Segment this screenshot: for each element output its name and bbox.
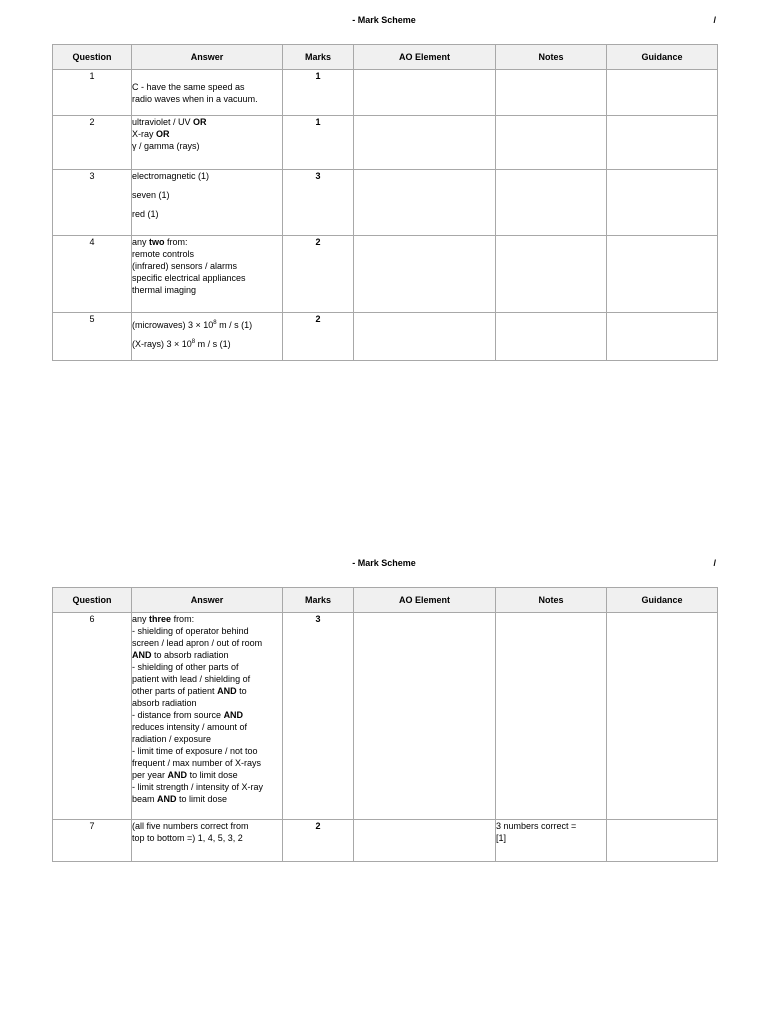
table-row	[53, 70, 718, 116]
answer-text: - distance from source	[132, 710, 222, 720]
column-header-ao-element: AO Element	[354, 588, 496, 613]
marks-value: 3	[283, 170, 354, 236]
answer-line: electromagnetic (1)	[132, 171, 210, 181]
answer-text: (X-rays) 3 × 10	[132, 339, 192, 349]
guidance-cell	[607, 613, 718, 820]
guidance-cell	[607, 313, 718, 361]
header-title: - Mark Scheme	[352, 558, 416, 568]
notes-cell	[496, 820, 607, 862]
column-header-marks: Marks	[283, 45, 354, 70]
answer-keyword: AND	[132, 650, 152, 660]
answer-text: to limit dose	[179, 794, 228, 804]
answer-text: to absorb radiation	[154, 650, 229, 660]
answer-line: patient with lead / shielding of	[132, 674, 251, 684]
table-header-row	[53, 588, 718, 613]
marks-value: 2	[283, 820, 354, 862]
ao-element-cell	[354, 116, 496, 170]
page-header	[0, 15, 768, 29]
marks-value: 2	[283, 236, 354, 313]
answer-line: γ / gamma (rays)	[132, 141, 200, 151]
ao-element-cell	[354, 170, 496, 236]
notes-cell	[496, 170, 607, 236]
answer-line	[132, 128, 282, 140]
answer-line	[132, 769, 282, 781]
answer-text: ultraviolet / UV	[132, 117, 191, 127]
answer-line	[132, 338, 282, 350]
answer-line: red (1)	[132, 209, 159, 219]
answer-line: - limit strength / intensity of X-ray	[132, 782, 264, 792]
table-row	[53, 236, 718, 313]
notes-cell	[496, 613, 607, 820]
marks-value: 2	[283, 313, 354, 361]
answer-text: from:	[167, 237, 188, 247]
answer-line: radio waves when in a vacuum.	[132, 94, 258, 104]
answer-cell	[132, 70, 283, 116]
ao-element-cell	[354, 820, 496, 862]
table-row	[53, 820, 718, 862]
mark-scheme-table	[52, 44, 718, 361]
question-number: 4	[53, 236, 132, 313]
column-header-marks: Marks	[283, 588, 354, 613]
table-row	[53, 613, 718, 820]
answer-line	[132, 613, 282, 625]
answer-text: any	[132, 237, 147, 247]
answer-keyword: two	[149, 237, 165, 247]
question-number: 3	[53, 170, 132, 236]
answer-keyword: three	[149, 614, 172, 624]
page-header	[0, 558, 768, 572]
answer-keyword: AND	[217, 686, 237, 696]
table-header-row	[53, 45, 718, 70]
answer-text: other parts of patient	[132, 686, 215, 696]
answer-text: X-ray	[132, 129, 154, 139]
column-header-guidance: Guidance	[607, 588, 718, 613]
answer-text: to	[239, 686, 247, 696]
answer-text: m / s (1)	[197, 339, 231, 349]
answer-cell	[132, 170, 283, 236]
column-header-question: Question	[53, 588, 132, 613]
column-header-answer: Answer	[132, 45, 283, 70]
mark-scheme-page-2	[0, 543, 768, 1024]
answer-line	[132, 319, 282, 331]
answer-line: specific electrical appliances	[132, 273, 246, 283]
answer-cell	[132, 820, 283, 862]
question-number: 1	[53, 70, 132, 116]
answer-line: (all five numbers correct from	[132, 821, 249, 831]
answer-line: - shielding of other parts of	[132, 662, 239, 672]
column-header-ao-element: AO Element	[354, 45, 496, 70]
question-number: 7	[53, 820, 132, 862]
answer-line: absorb radiation	[132, 698, 197, 708]
question-number: 2	[53, 116, 132, 170]
column-header-question: Question	[53, 45, 132, 70]
answer-line: frequent / max number of X-rays	[132, 758, 262, 768]
answer-line: - limit time of exposure / not too	[132, 746, 258, 756]
answer-keyword: AND	[223, 710, 244, 720]
question-number: 6	[53, 613, 132, 820]
answer-cell	[132, 613, 283, 820]
answer-cell	[132, 236, 283, 313]
ao-element-cell	[354, 236, 496, 313]
answer-text: any	[132, 614, 147, 624]
answer-line: screen / lead apron / out of room	[132, 638, 263, 648]
answer-line	[132, 685, 282, 697]
guidance-cell	[607, 236, 718, 313]
answer-keyword: AND	[157, 794, 177, 804]
answer-text: per year	[132, 770, 166, 780]
guidance-cell	[607, 170, 718, 236]
column-header-notes: Notes	[496, 588, 607, 613]
notes-cell	[496, 236, 607, 313]
answer-cell	[132, 313, 283, 361]
guidance-cell	[607, 820, 718, 862]
answer-line	[132, 709, 282, 721]
notes-cell	[496, 313, 607, 361]
answer-text: (microwaves) 3 × 10	[132, 320, 214, 330]
answer-text: from:	[173, 614, 195, 624]
notes-line: [1]	[496, 833, 507, 843]
table-row	[53, 313, 718, 361]
guidance-cell	[607, 70, 718, 116]
guidance-cell	[607, 116, 718, 170]
answer-line: radiation / exposure	[132, 734, 212, 744]
answer-line: seven (1)	[132, 190, 170, 200]
header-slash: /	[713, 558, 716, 568]
table-row	[53, 116, 718, 170]
answer-keyword: AND	[167, 770, 188, 780]
marks-value: 3	[283, 613, 354, 820]
column-header-notes: Notes	[496, 45, 607, 70]
answer-line	[132, 649, 282, 661]
notes-cell	[496, 116, 607, 170]
answer-line: thermal imaging	[132, 285, 197, 295]
answer-line	[132, 793, 282, 805]
column-header-guidance: Guidance	[607, 45, 718, 70]
answer-line	[132, 116, 282, 128]
answer-line: remote controls	[132, 249, 195, 259]
marks-value: 1	[283, 116, 354, 170]
notes-cell	[496, 70, 607, 116]
answer-line: C - have the same speed as	[132, 82, 245, 92]
marks-value: 1	[283, 70, 354, 116]
answer-text: to limit dose	[189, 770, 238, 780]
answer-line: reduces intensity / amount of	[132, 722, 248, 732]
answer-line: (infrared) sensors / alarms	[132, 261, 238, 271]
header-title: - Mark Scheme	[352, 15, 416, 25]
mark-scheme-table	[52, 587, 718, 862]
notes-line: 3 numbers correct =	[496, 821, 577, 831]
exponent: 8	[213, 320, 217, 326]
question-number: 5	[53, 313, 132, 361]
ao-element-cell	[354, 613, 496, 820]
answer-line: top to bottom =) 1, 4, 5, 3, 2	[132, 833, 243, 843]
answer-line	[132, 236, 282, 248]
answer-cell	[132, 116, 283, 170]
header-slash: /	[713, 15, 716, 25]
answer-keyword: OR	[156, 129, 170, 139]
table-row	[53, 170, 718, 236]
ao-element-cell	[354, 70, 496, 116]
answer-line: - shielding of operator behind	[132, 626, 249, 636]
answer-keyword: OR	[193, 117, 207, 127]
exponent: 8	[191, 339, 196, 345]
ao-element-cell	[354, 313, 496, 361]
answer-text: m / s (1)	[219, 320, 253, 330]
column-header-answer: Answer	[132, 588, 283, 613]
answer-text: beam	[132, 794, 155, 804]
